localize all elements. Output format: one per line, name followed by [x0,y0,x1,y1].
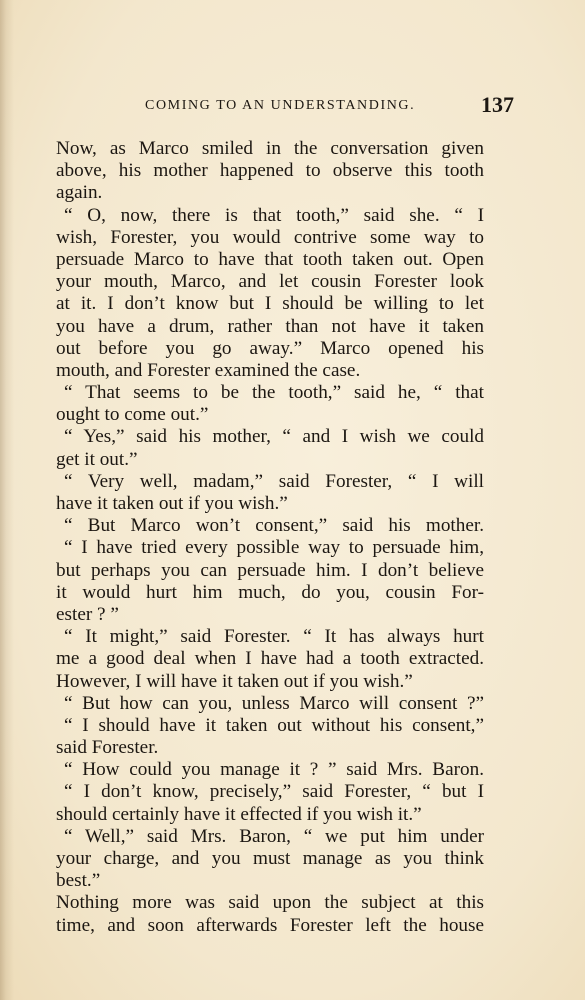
text-line: me a good deal when I have had a tooth extracted. [56,648,484,670]
text-line: your mouth, Marco, and let cousin Forester look [56,271,484,293]
text-line: out before you go away.” Marco opened his [56,337,484,359]
text-line: “ O, now, there is that tooth,” said she. “ I [64,204,484,226]
text-line: “ But how can you, unless Marco will consent ?” [64,692,484,714]
text-line: get it out.” [56,448,138,470]
text-line: However, I will have it taken out if you wish.” [56,670,413,692]
text-line: Now, as Marco smiled in the conversation given [56,138,484,159]
text-line: again. [56,182,103,204]
text-line: “ It might,” said Forester. “ It has always hurt [64,626,484,648]
text-line: persuade Marco to have that tooth taken out. Open [56,248,484,270]
running-title: COMING TO AN UNDERSTANDING. [145,98,416,113]
text-line: have it taken out if you wish.” [56,493,288,514]
text-line: you have a drum, rather than not have it taken [56,315,484,337]
text-line: your charge, and you must manage as you think [56,848,484,869]
page-number: 137 [481,92,514,117]
text-line: time, and soon afterwards Forester left the house [56,914,484,936]
text-line: should certainly have it effected if you wish it.” [56,803,422,825]
text-line: “ I don’t know, precisely,” said Forester, “ but I [64,781,484,803]
text-line: wish, Forester, you would contrive some way to [56,226,484,248]
text-line: “ I have tried every possible way to persuade him, [64,537,484,559]
text-line: ester ? ” [56,603,119,625]
text-line: above, his mother happened to observe this tooth [56,160,484,182]
body-text [56,138,484,937]
text-line: best.” [56,870,101,892]
text-line: “ Well,” said Mrs. Baron, “ we put him under [64,825,484,847]
text-line: “ I should have it taken out without his consent,” [64,714,484,736]
running-head [60,92,520,120]
text-line: but perhaps you can persuade him. I don’t believe [56,559,484,581]
text-line: at it. I don’t know but I should be willing to let [56,293,484,315]
text-line: “ That seems to be the tooth,” said he, “ that [64,382,484,404]
text-line: “ Yes,” said his mother, “ and I wish we could [64,426,484,448]
text-line: said Forester. [56,737,159,759]
text-line: mouth, and Forester examined the case. [56,359,361,381]
text-line: ought to come out.” [56,404,209,426]
text-line: “ How could you manage it ? ” said Mrs. Baron. [64,759,484,781]
text-line: “ But Marco won’t consent,” said his mother. [64,515,484,537]
text-line: it would hurt him much, do you, cousin For- [56,581,484,603]
text-line: Nothing more was said upon the subject at this [56,892,484,914]
text-line: “ Very well, madam,” said Forester, “ I will [64,470,484,492]
